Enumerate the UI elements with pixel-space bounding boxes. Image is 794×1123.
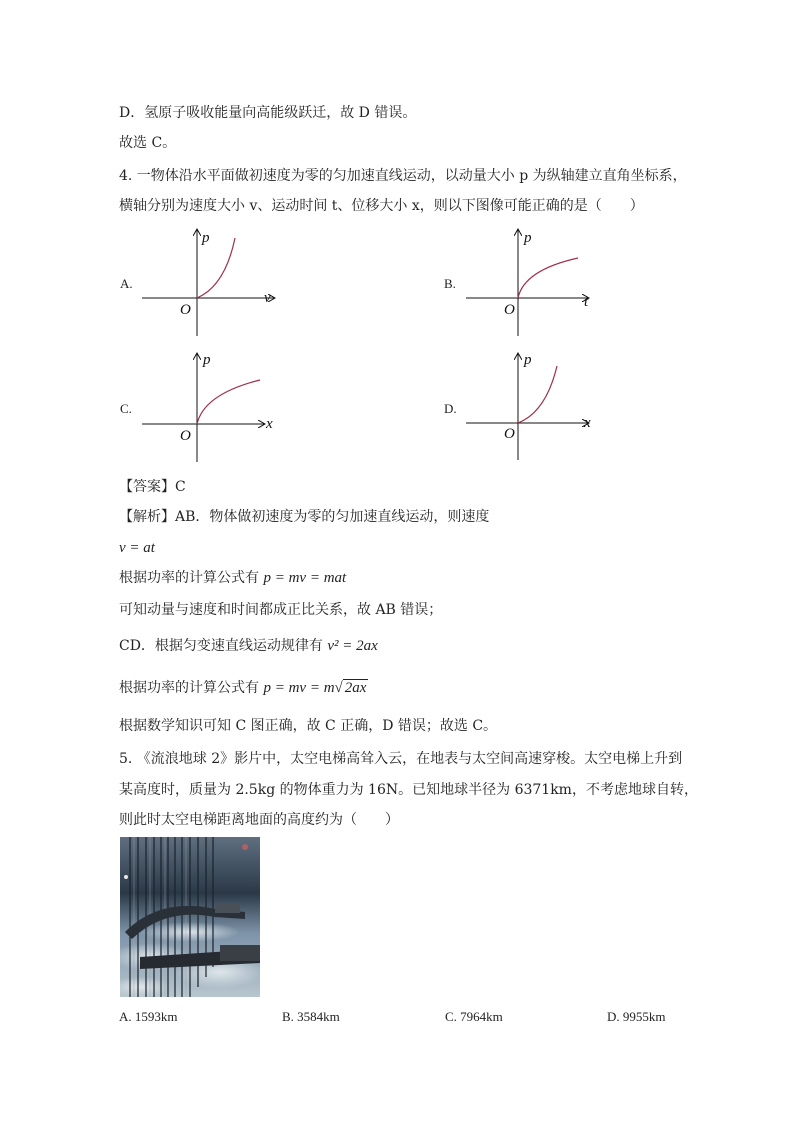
graph-c — [140, 350, 290, 464]
formula-equation-2: p = mv = m — [263, 680, 335, 696]
equation-v-at: v = at — [119, 540, 155, 556]
svg-text:O: O — [180, 428, 191, 444]
choice-b: B. 3584km — [282, 1009, 340, 1024]
final-conclusion-line: 根据数学知识可知 C 图正确，故 C 正确，D 错误；故选 C。 — [119, 718, 498, 734]
x-axis-label: v — [264, 290, 271, 306]
formula-line-1 — [119, 568, 346, 588]
cd-line — [119, 636, 378, 656]
text-line-d-wrong: D．氢原子吸收能量向高能级跃迁，故 D 错误。 — [119, 105, 417, 121]
sqrt-symbol: √ — [334, 680, 343, 696]
radicand: 2ax — [344, 680, 367, 696]
formula-text-2: 根据功率的计算公式有 — [119, 680, 259, 696]
option-d-label: D. — [444, 401, 457, 416]
formula-text: 根据功率的计算公式有 — [119, 570, 259, 586]
cd-equation: v² = 2ax — [327, 638, 378, 654]
svg-text:p: p — [203, 352, 211, 368]
formula-line-2 — [119, 678, 368, 698]
svg-text:p: p — [524, 230, 532, 246]
answer-line: 【答案】C — [119, 479, 186, 495]
text-line-select-c: 故选 C。 — [119, 135, 177, 151]
svg-text:x: x — [266, 416, 273, 432]
cd-text: CD．根据匀变速直线运动规律有 — [119, 638, 323, 654]
curve — [197, 238, 235, 298]
choice-d: D. 9955km — [607, 1009, 666, 1024]
question-5-line-2: 某高度时，质量为 2.5kg 的物体重力为 16N。已知地球半径为 6371km，不考虑地球自转， — [119, 782, 698, 798]
graph-b — [464, 226, 614, 338]
option-b-label: B. — [444, 276, 456, 291]
space-elevator-image — [120, 837, 260, 997]
analysis-line: 【解析】AB．物体做初速度为零的匀加速直线运动，则速度 — [119, 509, 490, 525]
choice-c: C. 7964km — [445, 1009, 503, 1024]
ab-conclusion-line: 可知动量与速度和时间都成正比关系，故 AB 错误； — [119, 602, 443, 618]
question-4-line-1: 4. 一物体沿水平面做初速度为零的匀加速直线运动，以动量大小 p 为纵轴建立直角坐标系， — [119, 168, 687, 184]
svg-text:t: t — [584, 294, 589, 310]
option-a-label: A. — [120, 276, 133, 291]
graph-a — [140, 226, 290, 338]
formula-equation: p = mv = mat — [263, 570, 347, 586]
origin-label: O — [180, 302, 191, 318]
question-5-line-1: 5. 《流浪地球 2》影片中，太空电梯高耸入云，在地表与太空间高速穿梭。太空电梯上升到 — [119, 751, 683, 767]
svg-text:O: O — [504, 426, 515, 442]
question-4-line-2: 横轴分别为速度大小 v、运动时间 t、位移大小 x，则以下图像可能正确的是（ ） — [119, 198, 644, 214]
question-5-line-3: 则此时太空电梯距离地面的高度约为（ ） — [119, 812, 399, 828]
graph-d — [464, 350, 614, 462]
y-axis-label: p — [202, 230, 210, 246]
svg-text:p: p — [524, 352, 532, 368]
choice-a: A. 1593km — [119, 1009, 178, 1024]
svg-text:x: x — [584, 415, 591, 431]
option-c-label: C. — [120, 401, 132, 416]
svg-text:O: O — [504, 302, 515, 318]
